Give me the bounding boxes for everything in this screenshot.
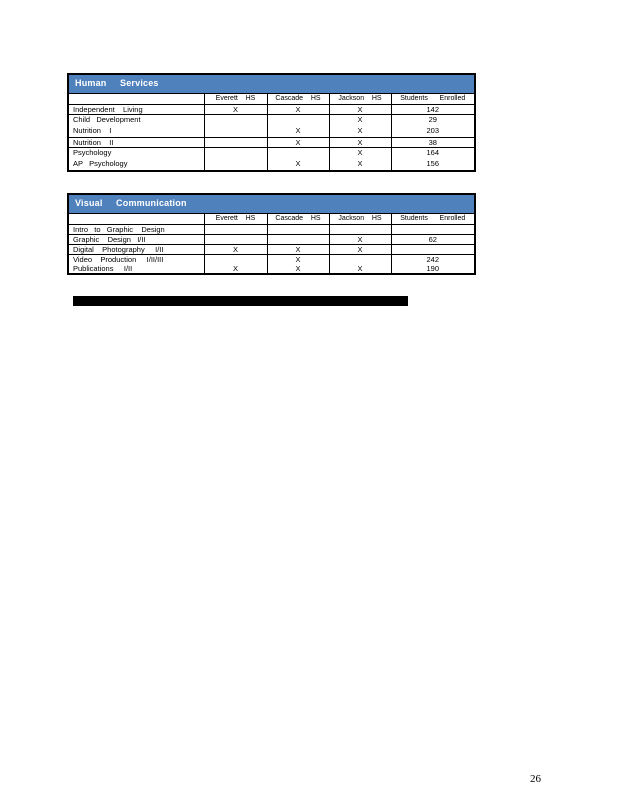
enrolled-cell: 38	[391, 138, 474, 148]
table-row	[69, 138, 474, 148]
jackson-cell: X	[329, 124, 391, 138]
cascade-cell: X	[267, 105, 329, 115]
table-row	[69, 148, 474, 158]
table-row	[69, 264, 474, 273]
header-blank	[69, 214, 204, 225]
column-header-everett: Everett HS	[204, 94, 267, 105]
enrolled-cell: 164	[391, 148, 474, 158]
column-header-cascade: Cascade HS	[267, 214, 329, 225]
everett-cell	[204, 157, 267, 170]
cascade-cell: X	[267, 264, 329, 273]
table-row	[69, 115, 474, 125]
everett-cell	[204, 255, 267, 265]
table-title: Human Services	[69, 75, 474, 94]
table-row	[69, 124, 474, 138]
enrolled-cell: 203	[391, 124, 474, 138]
enrolled-cell: 190	[391, 264, 474, 273]
table-row	[69, 225, 474, 235]
course-name: Video Production I/II/III	[69, 255, 204, 265]
enrolled-cell	[391, 245, 474, 255]
jackson-cell	[329, 225, 391, 235]
jackson-cell: X	[329, 148, 391, 158]
cascade-cell	[267, 115, 329, 125]
course-name: Psychology	[69, 148, 204, 158]
jackson-cell: X	[329, 235, 391, 245]
cascade-cell	[267, 235, 329, 245]
column-header-enrolled: Students Enrolled	[391, 94, 474, 105]
course-name: Digital Photography I/II	[69, 245, 204, 255]
jackson-cell: X	[329, 264, 391, 273]
jackson-cell: X	[329, 105, 391, 115]
jackson-cell: X	[329, 115, 391, 125]
column-header-everett: Everett HS	[204, 214, 267, 225]
cascade-cell: X	[267, 157, 329, 170]
column-header-jackson: Jackson HS	[329, 94, 391, 105]
enrolled-cell: 29	[391, 115, 474, 125]
everett-cell	[204, 115, 267, 125]
table-row	[69, 245, 474, 255]
enrolled-cell: 242	[391, 255, 474, 265]
course-name: Publications I/II	[73, 264, 133, 273]
course-name: Child Development	[69, 115, 204, 125]
column-header-jackson: Jackson HS	[329, 214, 391, 225]
page-number: 26	[530, 773, 541, 785]
cascade-cell: X	[267, 255, 329, 265]
table-row	[69, 235, 474, 245]
course-name: Independent Living	[69, 105, 204, 115]
course-name: AP Psychology	[73, 159, 128, 168]
table-row	[69, 255, 474, 265]
jackson-cell: X	[329, 138, 391, 148]
table-row	[69, 157, 474, 170]
everett-cell	[204, 124, 267, 138]
enrolled-cell: 142	[391, 105, 474, 115]
cascade-cell	[267, 148, 329, 158]
column-header-enrolled: Students Enrolled	[391, 214, 474, 225]
column-header-row	[69, 214, 474, 225]
column-header-cascade: Cascade HS	[267, 94, 329, 105]
everett-cell	[204, 235, 267, 245]
cascade-cell: X	[267, 124, 329, 138]
jackson-cell: X	[329, 157, 391, 170]
enrolled-cell: 156	[391, 157, 474, 170]
everett-cell: X	[204, 105, 267, 115]
column-header-row	[69, 94, 474, 105]
table-title: Visual Communication	[69, 195, 474, 214]
cascade-cell: X	[267, 245, 329, 255]
redaction-bar	[73, 296, 408, 306]
everett-cell: X	[204, 264, 267, 273]
visual-communication-table	[67, 193, 476, 275]
everett-cell: X	[204, 245, 267, 255]
course-name: Nutrition I	[73, 126, 112, 135]
course-name: Graphic Design I/II	[69, 235, 204, 245]
cascade-cell: X	[267, 138, 329, 148]
cascade-cell	[267, 225, 329, 235]
everett-cell	[204, 138, 267, 148]
table-row	[69, 105, 474, 115]
enrolled-cell	[391, 225, 474, 235]
everett-cell	[204, 148, 267, 158]
course-name: Nutrition II	[69, 138, 204, 148]
jackson-cell	[329, 255, 391, 265]
human-services-table	[67, 73, 476, 172]
enrolled-cell: 62	[391, 235, 474, 245]
header-blank	[69, 94, 204, 105]
course-name: Intro to Graphic Design	[69, 225, 204, 235]
everett-cell	[204, 225, 267, 235]
jackson-cell: X	[329, 245, 391, 255]
